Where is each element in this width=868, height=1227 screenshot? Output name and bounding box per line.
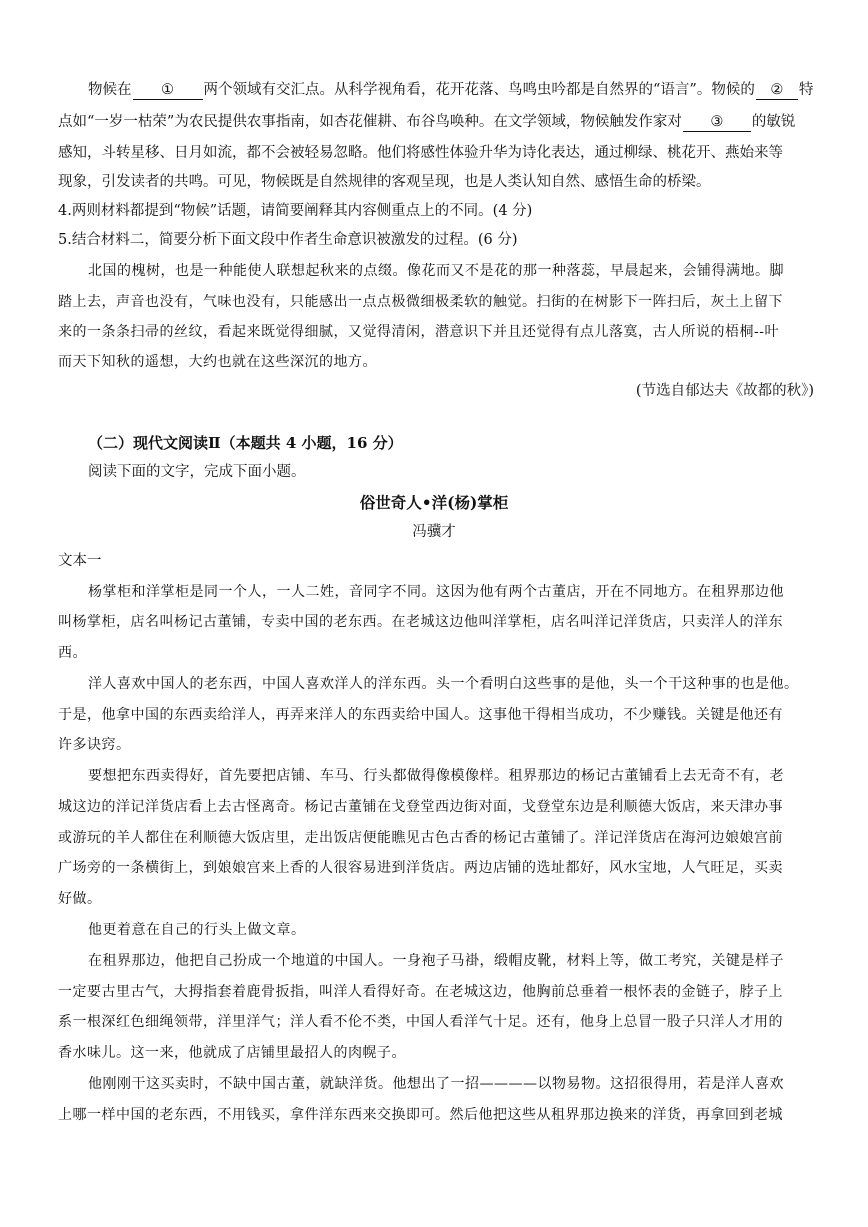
story-line: 叫杨掌柜，店名叫杨记古董铺，专卖中国的老东西。在老城这边他叫洋掌柜，店名叫洋记洋货店，只卖洋人的洋东 (58, 614, 783, 630)
answer-blank-2[interactable] (756, 81, 798, 100)
material-paragraph-line: 现象，引发读者的共鸣。可见，物候既是自然规律的客观呈现，也是人类认知自然、感悟生命的桥梁。 (58, 174, 711, 190)
story-author: 冯骥才 (412, 524, 456, 540)
blank-number: ③ (710, 114, 724, 130)
story-line: 要想把东西卖得好，首先要把店铺、车马、行头都做得像模像样。租界那边的杨记古董铺看上去无奇不有，老 (88, 768, 784, 784)
answer-blank-1[interactable] (133, 81, 203, 100)
answer-blank-3[interactable] (683, 113, 751, 132)
story-line: 在租界那边，他把自己扮成一个地道的中国人。一身袍子马褂，缎帽皮靴，材料上等，做工考究，关键是样子 (88, 953, 784, 969)
story-line: 他刚刚干这买卖时，不缺中国古董，就缺洋货。他想出了一招————以物易物。这招很得用，若是洋人喜欢 (88, 1076, 784, 1092)
story-line: 杨掌柜和洋掌柜是同一个人，一人二姓，音同字不同。这因为他有两个古董店，开在不同地方。在租界那边他 (88, 584, 784, 600)
story-line: 香水味儿。这一来，他就成了店铺里最招人的肉幌子。 (58, 1045, 406, 1061)
story-line: 好做。 (58, 891, 102, 907)
text-run: 两个领域有交汇点。从科学视角看，花开花落、鸟鸣虫吟都是自然界的“语言”。物候的 (203, 82, 755, 98)
excerpt-line: 北国的槐树，也是一种能使人联想起秋来的点缀。像花而又不是花的那一种落蕊，早晨起来，会铺得满地。脚 (88, 263, 784, 279)
story-line: 上哪一样中国的老东西，不用钱买，拿件洋东西来交换即可。然后他把这些从租界那边换来的洋货，再拿回到老城 (58, 1107, 783, 1123)
excerpt-line: 踏上去，声音也没有，气味也没有，只能感出一点点极微细极柔软的触觉。扫街的在树影下一阵扫后，灰土上留下 (58, 294, 783, 310)
story-line: 他更着意在自己的行头上做文章。 (88, 922, 306, 938)
story-line: 系一根深红色细绳领带，洋里洋气；洋人看不伦不类，中国人看洋气十足。还有，他身上总冒一股子只洋人才用的 (58, 1014, 783, 1030)
story-line: 一定要古里古气，大拇指套着鹿骨扳指，叫洋人看得好奇。在老城这边，他胸前总垂着一根怀表的金链子，脖子上 (58, 984, 783, 1000)
material-paragraph-line: 感知，斗转星移、日月如流，都不会被轻易忽略。他们将感性体验升华为诗化表达，通过柳绿、桃花开、燕始来等 (58, 145, 783, 161)
material-paragraph-line (58, 112, 795, 132)
text-run: 特 (798, 82, 814, 98)
question-4: 4.两则材料都提到“物候”话题，请简要阐释其内容侧重点上的不同。(4 分) (58, 203, 533, 219)
story-line: 于是，他拿中国的东西卖给洋人，再弄来洋人的东西卖给中国人。这事他干得相当成功，不少赚钱。关键是他还有 (58, 707, 783, 723)
text-run: 点如“一岁一枯荣”为农民提供农事指南，如杏花催耕、布谷鸟唤种。在文学领域，物候触发作家对 (58, 114, 682, 130)
text-run: 的敏锐 (751, 114, 796, 130)
story-line: 或游玩的羊人都住在利顺德大饭店里，走出饭店便能瞧见古色古香的杨记古董铺了。洋记洋货店在海河边娘娘宫前 (58, 830, 783, 846)
story-line: 许多诀窍。 (58, 737, 131, 753)
story-title: 俗世奇人•洋(杨)掌柜 (359, 493, 509, 512)
excerpt-line: 而天下知秋的遥想，大约也就在这些深沉的地方。 (58, 354, 377, 370)
section-instruction: 阅读下面的文字，完成下面小题。 (88, 464, 306, 480)
story-line: 广场旁的一条横街上，到娘娘宫来上香的人很容易进到洋货店。两边店铺的选址都好，风水宝地，人气旺足，买卖 (58, 860, 783, 876)
story-line: 西。 (58, 645, 87, 661)
material-paragraph-line (88, 80, 813, 100)
text-label: 文本一 (58, 553, 102, 569)
story-line: 洋人喜欢中国人的老东西，中国人喜欢洋人的洋东西。头一个看明白这些事的是他，头一个干这种事的也是他。 (88, 676, 799, 692)
excerpt-line: 来的一条条扫帚的丝纹，看起来既觉得细腻，又觉得清闲，潜意识下并且还觉得有点儿落寞，古人所说的梧桐--叶 (58, 324, 779, 340)
text-run: 物候在 (88, 82, 132, 98)
blank-number: ① (161, 82, 174, 98)
story-line: 城这边的洋记洋货店看上去古怪离奇。杨记古董铺在戈登堂西边街对面，戈登堂东边是利顺德大饭店，来天津办事 (58, 799, 783, 815)
question-5: 5.结合材料二，简要分析下面文段中作者生命意识被激发的过程。(6 分) (58, 232, 518, 248)
excerpt-source: (节选自郁达夫《故都的秋》) (635, 383, 814, 399)
section-heading: （二）现代文阅读Ⅱ（本题共 4 小题，16 分） (88, 434, 403, 452)
blank-number: ② (770, 82, 784, 98)
